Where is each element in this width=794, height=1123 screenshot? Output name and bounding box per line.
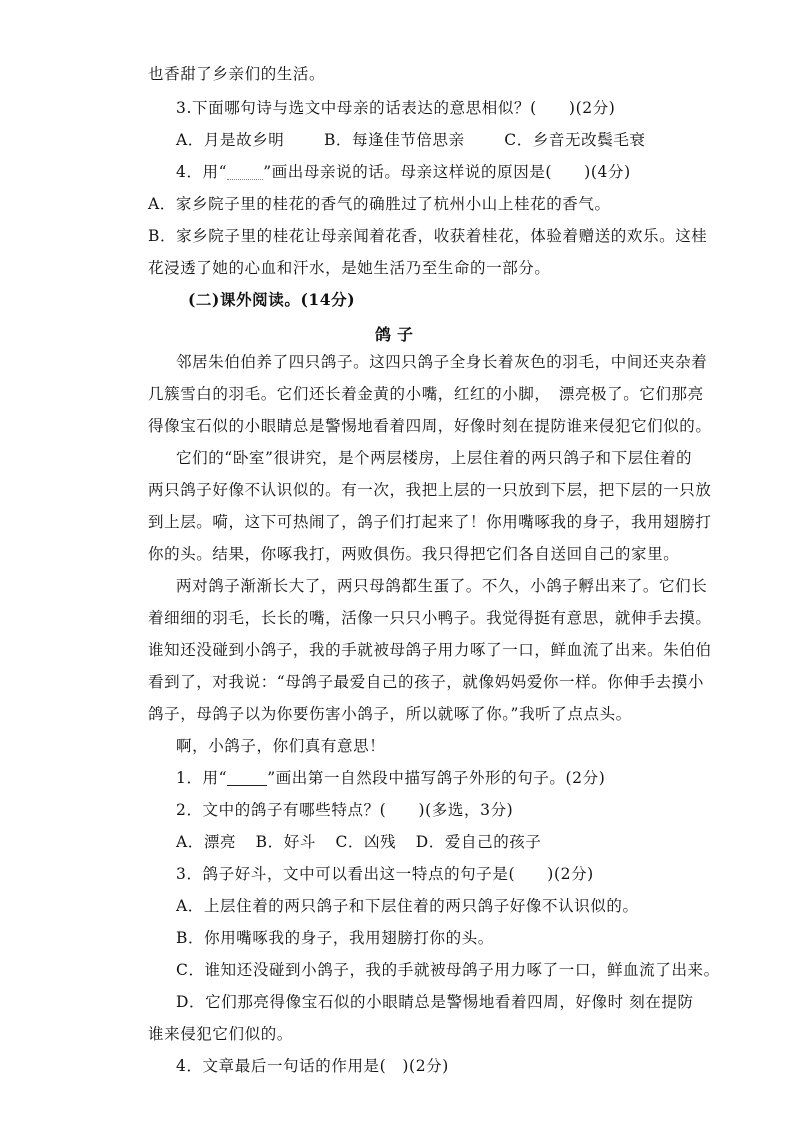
question-3b-option-a: A．上层住着的两只鸽子和下层住着的两只鸽子好像不认识似的。 [176, 897, 639, 915]
paragraph-line: 啊，小鸽子，你们真有意思！ [176, 737, 386, 755]
question-4-option-b-cont: 花浸透了她的心血和汗水，是她生活乃至生命的一部分。 [148, 259, 551, 277]
passage-title: 鸽子 [374, 325, 419, 344]
question-3b-option-d-cont: 谁来侵犯它们似的。 [148, 1025, 293, 1043]
q4-suffix: ”画出母亲说的话。母亲这样说的原因是( )(4分) [263, 163, 631, 181]
paragraph-line: 着细细的羽毛，长长的嘴，活像一只只小鸭子。我觉得挺有意思，就伸手去摸。 [148, 609, 712, 627]
question-3b-option-b: B．你用嘴啄我的身子，我用翅膀打你的头。 [176, 929, 494, 947]
question-3b-option-c: C．谁知还没碰到小鸽子，我的手就被母鸽子用力啄了一口，鲜血流了出来。 [176, 961, 720, 979]
question-4b: 4．文章最后一句话的作用是( )(2分) [176, 1057, 449, 1075]
text-line: 也香甜了乡亲们的生活。 [148, 65, 326, 83]
option-a: A．漂亮 [176, 833, 237, 851]
question-3-options [176, 130, 646, 150]
option-a: A．月是故乡明 [176, 131, 285, 149]
option-d: D．爱自己的孩子 [415, 833, 542, 851]
paragraph-line: 两对鸽子渐渐长大了，两只母鸽都生蛋了。不久，小鸽子孵出来了。它们长 [176, 577, 708, 595]
question-3: 3.下面哪句诗与选文中母亲的话表达的意思相似？( )(2分) [176, 99, 616, 117]
question-4 [176, 162, 631, 182]
option-b: B．每逢佳节倍思亲 [323, 131, 465, 149]
paragraph-line: 到上层。嗬，这下可热闹了，鸽子们打起来了！你用嘴啄我的身子，我用翅膀打 [148, 513, 712, 531]
question-4-option-a: A．家乡院子里的桂花的香气的确胜过了杭州小山上桂花的香气。 [148, 195, 611, 213]
paragraph-line: 你的头。结果，你啄我打，两败俱伤。我只得把它们各自送回自己的家里。 [148, 545, 680, 563]
paragraph-line: 它们的“卧室”很讲究，是个两层楼房，上层住着的两只鸽子和下层住着的 [176, 449, 693, 467]
paragraph-line: 鸽子，母鸽子以为你要伤害小鸽子，所以就啄了你。”我听了点点头。 [148, 705, 632, 723]
q4-prefix: 4．用“ [176, 163, 228, 181]
question-1 [176, 768, 605, 788]
q1-suffix: ”画出第一自然段中描写鸽子外形的句子。(2分) [267, 769, 606, 787]
option-b: B．好斗 [255, 833, 316, 851]
wavy-underline-mark [227, 167, 263, 180]
question-2-options [176, 832, 542, 852]
paragraph-line: 得像宝石似的小眼睛总是警惕地看着四周，好像时刻在提防谁来侵犯它们似的。 [148, 417, 712, 435]
option-c: C．凶残 [335, 833, 397, 851]
paragraph-line: 两只鸽子好像不认识似的。有一次，我把上层的一只放到下层，把下层的一只放 [148, 481, 712, 499]
paragraph-line: 谁知还没碰到小鸽子，我的手就被母鸽子用力啄了一口，鲜血流了出来。朱伯伯 [148, 641, 712, 659]
paragraph-line: 邻居朱伯伯养了四只鸽子。这四只鸽子全身长着灰色的羽毛，中间还夹杂着 [176, 353, 708, 371]
question-3b: 3．鸽子好斗，文中可以看出这一特点的句子是( )(2分) [176, 865, 594, 883]
question-3b-option-d: D．它们那亮得像宝石似的小眼睛总是警惕地看着四周，好像时 刻在提防 [176, 993, 694, 1011]
underline-mark [227, 773, 267, 786]
section-heading: (二)课外阅读。(14分) [188, 290, 356, 309]
paragraph-line: 几簇雪白的羽毛。它们还长着金黄的小嘴，红红的小脚， 漂亮极了。它们那亮 [148, 385, 704, 403]
option-c: C．乡音无改鬓毛衰 [504, 131, 646, 149]
q1-prefix: 1．用“ [176, 769, 228, 787]
question-2: 2．文中的鸽子有哪些特点？( )(多选，3分) [176, 801, 514, 819]
paragraph-line: 看到了，对我说：“母鸽子最爱自己的孩子，就像妈妈爱你一样。你伸手去摸小 [148, 673, 704, 691]
question-4-option-b: B．家乡院子里的桂花让母亲闻着花香，收获着桂花，体验着赠送的欢乐。这桂 [148, 227, 708, 245]
